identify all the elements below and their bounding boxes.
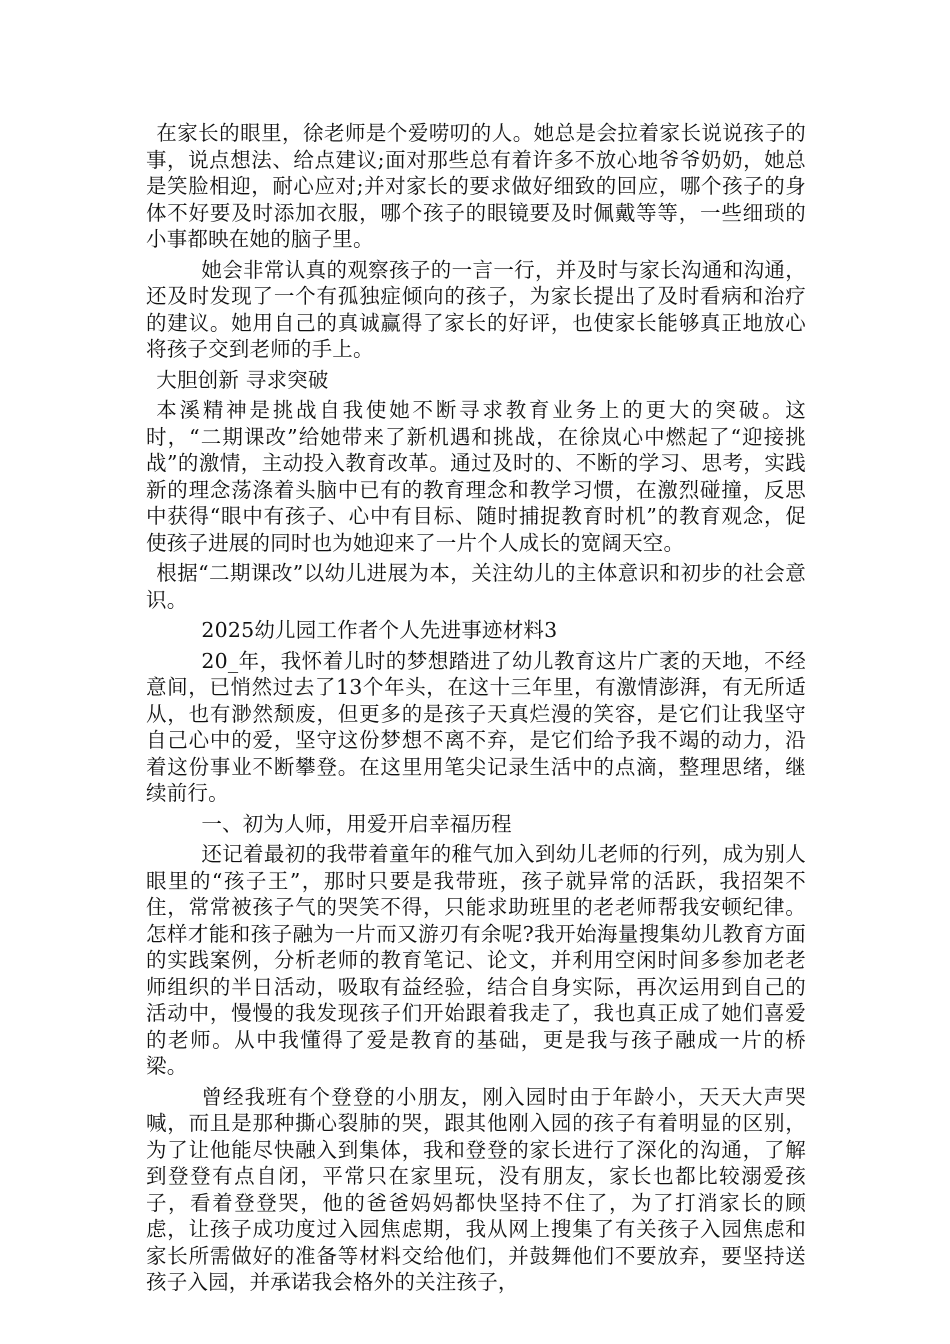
section-heading-innovation: 大胆创新 寻求突破 <box>156 367 329 392</box>
paragraph-observation: 她会非常认真的观察孩子的一言一行，并及时与家长沟通和沟通，还及时发现了一个有孤独症倾向的孩子，为家长提出了及时看病和治疗的建议。她用自己的真诚赢得了家长的好评，也使家长能够真正地放心将孩子交到老师的手上。 <box>146 257 806 361</box>
paragraph-early-teaching: 还记着最初的我带着童年的稚气加入到幼儿老师的行列，成为别人眼里的“孩子王”，那时只要是我带班，孩子就异常的活跃，我招架不住，常常被孩子气的哭笑不得，只能求助班里的老老师帮我安顿纪律。怎样才能和孩子融为一片而又游刃有余呢?我开始海量搜集幼儿教育方面的实践案例，分析老师的教育笔记、论文，并利用空闲时间多参加老老师组织的半日活动，吸取有益经验，结合自身实际，再次运用到自己的活动中，慢慢的我发现孩子们开始跟着我走了，我也真正成了她们喜爱的老师。从中我懂得了爱是教育的基础，更是我与孩子融成一片的桥梁。 <box>146 842 806 1078</box>
paragraph-curriculum-reform: 本溪精神是挑战自我使她不断寻求教育业务上的更大的突破。这时，“二期课改”给她带来了新机遇和挑战，在徐岚心中燃起了“迎接挑战”的激情，主动投入教育改革。通过及时的、不断的学习、思考，实践新的理念荡涤着头脑中已有的教育理念和教学习惯，在激烈碰撞，反思中获得“眼中有孩子、心中有目标、随时捕捉教育时机”的教育观念，促使孩子进展的同时也为她迎来了一片个人成长的宽阔天空。 <box>146 398 806 555</box>
section-heading-first-teacher: 一、初为人师，用爱开启幸福历程 <box>201 811 512 836</box>
document-title-3: 2025幼儿园工作者个人先进事迹材料3 <box>201 618 558 642</box>
paragraph-thirteen-years: 20_年，我怀着儿时的梦想踏进了幼儿教育这片广袤的天地，不经意间，已悄然过去了13个年头，在这十三年里，有激情澎湃，有无所适从，也有渺然颓废，但更多的是孩子天真烂漫的笑容，是它们让我坚守自己心中的爱，坚守这份梦想不离不弃，是它们给予我不竭的动力，沿着这份事业不断攀登。在这里用笔尖记录生活中的点滴，整理思绪，继续前行。 <box>146 648 806 805</box>
paragraph-parent-view: 在家长的眼里，徐老师是个爱唠叨的人。她总是会拉着家长说说孩子的事，说点想法、给点建议;面对那些总有着许多不放心地爷爷奶奶，她总是笑脸相迎，耐心应对;并对家长的要求做好细致的回应，哪个孩子的身体不好要及时添加衣服，哪个孩子的眼镜要及时佩戴等等，一些细琐的小事都映在她的脑子里。 <box>146 121 806 251</box>
paragraph-child-development: 根据“二期课改”以幼儿进展为本，关注幼儿的主体意识和初步的社会意识。 <box>146 561 806 612</box>
document-page <box>146 120 806 1300</box>
paragraph-dengdeng-story: 曾经我班有个登登的小朋友，刚入园时由于年龄小，天天大声哭喊，而且是那种撕心裂肺的哭，跟其他刚入园的孩子有着明显的区别，为了让他能尽快融入到集体，我和登登的家长进行了深化的沟通，了解到登登有点自闭，平常只在家里玩，没有朋友，家长也都比较溺爱孩子，看着登登哭，他的爸爸妈妈都快坚持不住了，为了打消家长的顾虑，让孩子成功度过入园焦虑期，我从网上搜集了有关孩子入园焦虑和家长所需做好的准备等材料交给他们，并鼓舞他们不要放弃，要坚持送孩子入园，并承诺我会格外的关注孩子， <box>146 1084 806 1294</box>
